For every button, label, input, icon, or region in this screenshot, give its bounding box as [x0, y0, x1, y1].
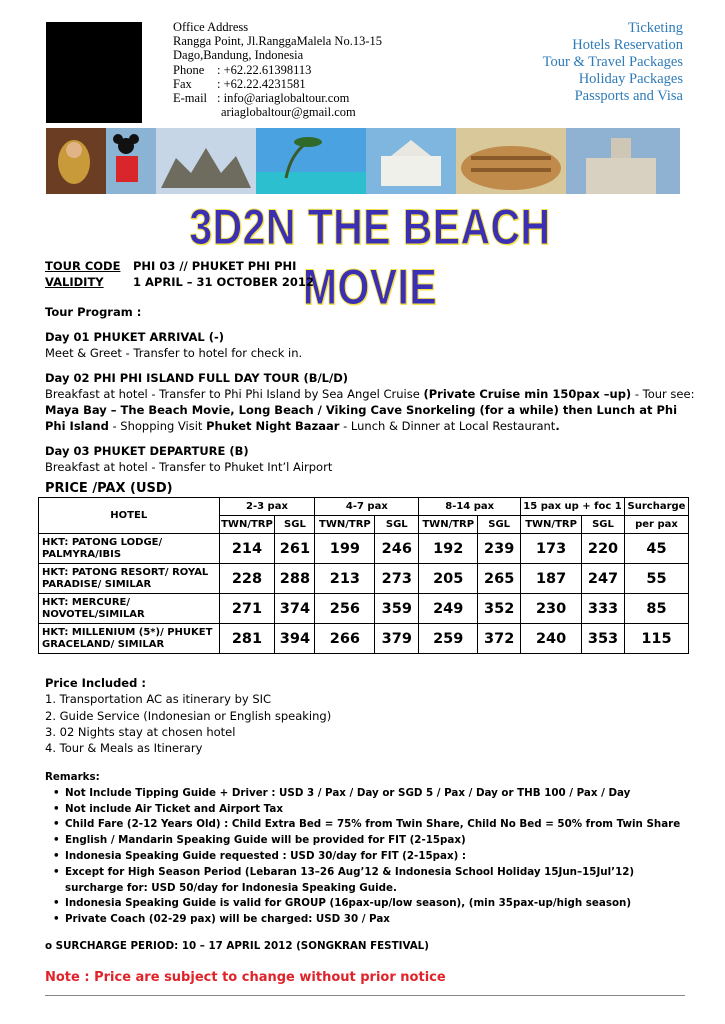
price-note: Note : Price are subject to change without prior notice — [45, 970, 446, 985]
sub-header: TWN/TRP — [419, 516, 478, 534]
table-row — [39, 534, 689, 564]
office-heading: Office Address — [173, 20, 249, 34]
price-cell: 115 — [624, 624, 688, 654]
hotel-name: HKT: MERCURE/ NOVOTEL/SIMILAR — [39, 594, 220, 624]
price-cell: 220 — [582, 534, 625, 564]
office-address-line: Dago,Bandung, Indonesia — [173, 48, 304, 63]
price-cell: 240 — [521, 624, 582, 654]
remark-item: • Indonesia Speaking Guide is valid for GROUP (16pax-up/low season), (min 35pax-up/high season) — [65, 896, 685, 912]
price-cell: 55 — [624, 564, 688, 594]
day-title: Day 01 PHUKET ARRIVAL (-) — [45, 330, 224, 344]
price-cell: 45 — [624, 534, 688, 564]
email-label: E-mail — [173, 91, 208, 106]
price-cell: 246 — [375, 534, 419, 564]
price-cell: 205 — [419, 564, 478, 594]
sub-header: SGL — [582, 516, 625, 534]
included-item: 2. Guide Service (Indonesian or English speaking) — [45, 708, 332, 723]
price-cell: 199 — [315, 534, 375, 564]
sub-header: SGL — [375, 516, 419, 534]
remark-item: • Not include Air Ticket and Airport Tax — [65, 802, 685, 818]
hotel-name: HKT: PATONG RESORT/ ROYAL PARADISE/ SIMILAR — [39, 564, 220, 594]
price-cell: 249 — [419, 594, 478, 624]
tour-program — [45, 304, 695, 475]
price-cell: 288 — [275, 564, 315, 594]
price-cell: 187 — [521, 564, 582, 594]
price-cell: 214 — [219, 534, 275, 564]
service-item: Hotels Reservation — [572, 37, 683, 53]
tour-code-label: TOUR CODE — [45, 259, 121, 273]
price-cell: 394 — [275, 624, 315, 654]
service-item: Ticketing — [627, 20, 683, 36]
remarks-heading: Remarks: — [45, 771, 100, 783]
hotel-name: HKT: MILLENIUM (5*)/ PHUKET GRACELAND/ SIMILAR — [39, 624, 220, 654]
price-cell: 352 — [478, 594, 521, 624]
day-title: Day 02 PHI PHI ISLAND FULL DAY TOUR (B/L/D) — [45, 371, 348, 385]
table-row — [39, 624, 689, 654]
program-heading: Tour Program : — [45, 305, 142, 319]
remarks — [45, 770, 685, 928]
surcharge-period: o SURCHARGE PERIOD: 10 – 17 APRIL 2012 (SONGKRAN FESTIVAL) — [45, 940, 429, 952]
price-cell: 266 — [315, 624, 375, 654]
service-item: Passports and Visa — [574, 88, 683, 104]
day-description: Meet & Greet - Transfer to hotel for check in. — [45, 346, 303, 360]
group-header: 15 pax up + foc 1 — [521, 498, 625, 516]
remark-item: • Child Fare (2-12 Years Old) : Child Extra Bed = 75% from Twin Share, Child No Bed = 50% from Twin Share — [65, 817, 685, 833]
tour-code-value: PHI 03 // PHUKET PHI PHI — [133, 259, 297, 273]
phone-label: Phone — [173, 62, 205, 77]
day-title: Day 03 PHUKET DEPARTURE (B) — [45, 444, 249, 458]
price-cell: 374 — [275, 594, 315, 624]
price-cell: 173 — [521, 534, 582, 564]
service-item: Tour & Travel Packages — [542, 54, 683, 70]
price-cell: 265 — [478, 564, 521, 594]
sub-header: TWN/TRP — [315, 516, 375, 534]
price-cell: 85 — [624, 594, 688, 624]
sub-header: SGL — [275, 516, 315, 534]
included-heading: Price Included : — [45, 676, 146, 690]
price-cell: 261 — [275, 534, 315, 564]
price-cell: 353 — [582, 624, 625, 654]
hotel-header: HOTEL — [39, 498, 220, 534]
price-included — [45, 675, 331, 756]
tour-meta — [45, 258, 314, 290]
price-cell: 333 — [582, 594, 625, 624]
office-address — [173, 20, 382, 119]
validity-value: 1 APRIL – 31 OCTOBER 2012 — [133, 275, 314, 289]
day-description: Breakfast at hotel - Transfer to Phuket Int’l Airport — [45, 460, 333, 474]
price-cell: 359 — [375, 594, 419, 624]
hotel-name: HKT: PATONG LODGE/ PALMYRA/IBIS — [39, 534, 220, 564]
fax-label: Fax — [173, 76, 192, 91]
included-item: 3. 02 Nights stay at chosen hotel — [45, 724, 236, 739]
destinations-banner — [46, 128, 680, 194]
sub-header: TWN/TRP — [219, 516, 275, 534]
services-list — [543, 20, 683, 105]
price-table — [38, 497, 689, 654]
remark-item: • English / Mandarin Speaking Guide will be provided for FIT (2-15pax) — [65, 833, 685, 849]
validity-label: VALIDITY — [45, 275, 104, 289]
email-value: ariaglobaltour@gmail.com — [221, 105, 356, 120]
group-header: 2-3 pax — [219, 498, 315, 516]
price-heading: PRICE /PAX (USD) — [45, 481, 173, 496]
day-description: Breakfast at hotel - Transfer to Phi Phi Island by Sea Angel Cruise (Private Cruise min 150pax –up) - Tour see: Maya Bay – The Beach Movie, Long Beach / Viking Cave Snorkeling (for a while) then Lunch at Phi Phi Island - Shopping Visit Phuket Night Bazaar - Lunch & Dinner at Local Restaurant. — [45, 387, 695, 433]
sub-header: per pax — [624, 516, 688, 534]
tour-title: 3D2N THE BEACH MOVIE — [189, 199, 551, 315]
group-header: 4-7 pax — [315, 498, 419, 516]
price-cell: 259 — [419, 624, 478, 654]
service-item: Holiday Packages — [578, 71, 683, 87]
remark-item: • Private Coach (02-29 pax) will be charged: USD 30 / Pax — [65, 912, 685, 928]
price-cell: 281 — [219, 624, 275, 654]
remark-item: • Except for High Season Period (Lebaran 13–26 Aug’12 & Indonesia School Holiday 15Jun–15Jul’12) surcharge for: USD 50/day for Indonesia Speaking Guide. — [65, 865, 685, 897]
price-cell: 271 — [219, 594, 275, 624]
price-cell: 256 — [315, 594, 375, 624]
remark-item: • Indonesia Speaking Guide requested : USD 30/day for FIT (2-15pax) : — [65, 849, 685, 865]
price-cell: 192 — [419, 534, 478, 564]
price-cell: 247 — [582, 564, 625, 594]
email-value: : info@ariaglobaltour.com — [217, 91, 350, 106]
remark-item: • Not Include Tipping Guide + Driver : USD 3 / Pax / Day or SGD 5 / Pax / Day or THB 100 / Pax / Day — [65, 786, 685, 802]
price-cell: 213 — [315, 564, 375, 594]
price-cell: 230 — [521, 594, 582, 624]
company-logo — [46, 22, 142, 123]
included-item: 1. Transportation AC as itinerary by SIC — [45, 692, 272, 707]
price-cell: 228 — [219, 564, 275, 594]
table-row — [39, 594, 689, 624]
office-address-line: Rangga Point, Jl.RanggaMalela No.13-15 — [173, 34, 382, 49]
phone-value: : +62.22.61398113 — [217, 62, 312, 77]
sub-header: TWN/TRP — [521, 516, 582, 534]
sub-header: SGL — [478, 516, 521, 534]
fax-value: : +62.22.4231581 — [217, 76, 306, 91]
group-header: Surcharge — [624, 498, 688, 516]
divider — [45, 995, 685, 996]
group-header: 8-14 pax — [419, 498, 521, 516]
table-row — [39, 564, 689, 594]
price-cell: 273 — [375, 564, 419, 594]
price-cell: 239 — [478, 534, 521, 564]
included-item: 4. Tour & Meals as Itinerary — [45, 741, 203, 756]
price-cell: 372 — [478, 624, 521, 654]
price-cell: 379 — [375, 624, 419, 654]
